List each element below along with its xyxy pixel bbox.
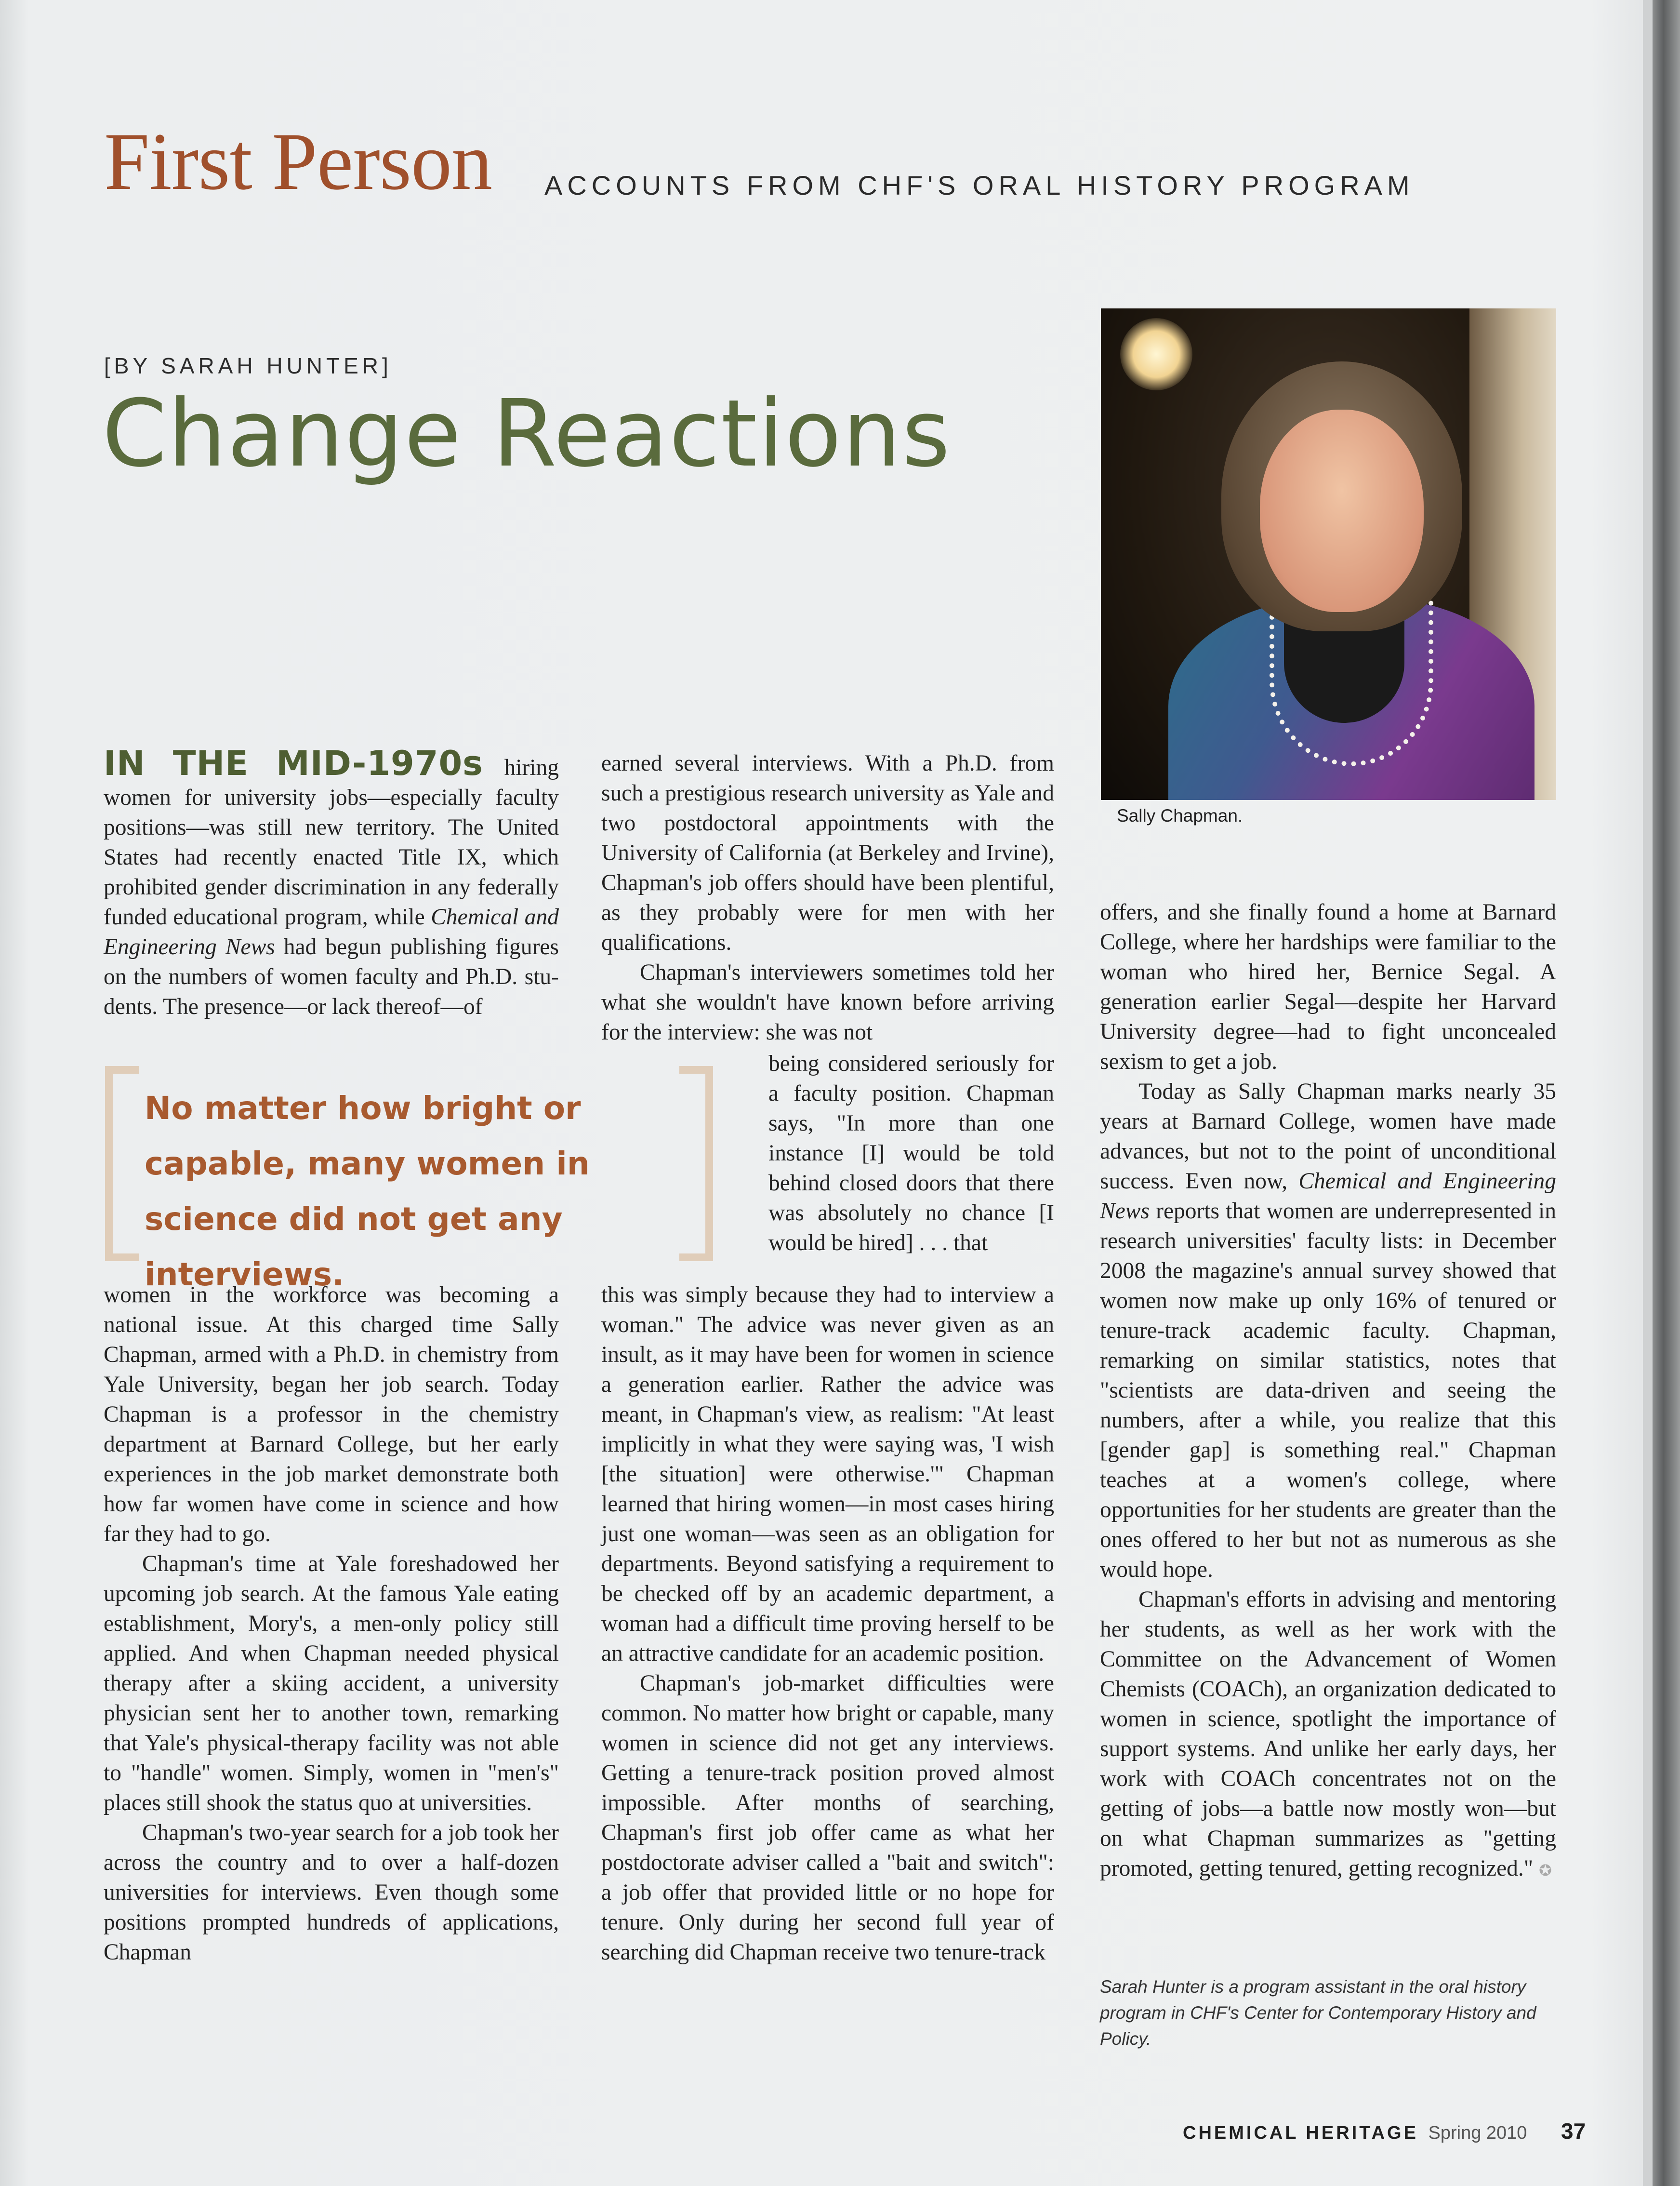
- column-2-top: [601, 748, 1054, 1047]
- bracket-left: [105, 1066, 139, 1261]
- page-number: 37: [1561, 2119, 1586, 2144]
- pull-quote-text: No matter how bright or capable, many women in science did not get any interviews.: [145, 1090, 590, 1293]
- text-run: reports that women are underrepresented in research universities' faculty lists: in December 2008 the magazine's annual survey showed that women now make up only 16% of tenured or tenure-track academic faculty. Chapman, remarking on similar statistics, notes that "scientists are data-driven and seeing the numbers, after a while, you realize that this [gender gap] is something real." Chapman teaches at a women's college, where opportunities for her students are greater than the ones offered to her but not as numerous as she would hope.: [1100, 1199, 1556, 1582]
- page-binding-edge: [1653, 0, 1680, 2186]
- paragraph: Chapman's time at Yale foreshadowed her upcoming job search. At the famous Yale eating establishment, Mory's, a men-only policy still applied. And when Chapman needed physical therapy after a skiing accident, a university physician sent her to another town, remarking that Yale's physical-therapy facility was not able to "handle" women. Simply, women in "men's" places still shook the status quo at universities.: [104, 1551, 559, 1815]
- paragraph: [1100, 1077, 1556, 1585]
- paragraph: Chapman's two-year search for a job took her across the country and to over a half-dozen universities for interviews. Even though some positions prompted hundreds of applications, Chapman: [104, 1820, 559, 1965]
- lede-caps: IN THE MID-1970s: [104, 744, 483, 783]
- byline: [BY SARAH HUNTER]: [104, 353, 392, 378]
- page-footer: [1183, 2118, 1586, 2144]
- text-run: Today as Sally Chapman marks nearly 35 years at Barnard College, women have made advances, but not to the point of unconditional success. Even now,: [1100, 1079, 1556, 1194]
- paragraph: offers, and she finally found a home at Barnard College, where her hardships were familiar to the woman who hired her, Bernice Segal. A generation earlier Segal—despite her Harvard University degree—had to fight unconcealed sexism to get a job.: [1100, 900, 1556, 1074]
- paragraph: being considered seriously for a faculty position. Chapman says, "In more than one instance [I] would be told behind closed doors that there was absolutely no chance [I would be hired] . . . that: [768, 1051, 1054, 1255]
- text-run: had begun publishing figures on the numbers of women faculty and Ph.D. students. The presence—or lack thereof—of: [104, 934, 559, 1019]
- paragraph: this was simply because they had to interview a woman." The advice was never given as an insult, as it may have been for women in science a generation earlier. Rather the advice was meant, in Chapman's view, as realism: "At least implicitly in what they were saying was, 'I wish [the situation] were otherwise.'" Chapman learned that hiring women—in most cases hiring just one woman—was seen as an obligation for departments. Beyond satisfying a requirement to be checked off by an academic department, a woman had a difficult time proving herself to be an attractive candidate for an academic position.: [601, 1282, 1054, 1666]
- paragraph: [1100, 1585, 1556, 1885]
- end-mark-icon: ✪: [1539, 1862, 1552, 1879]
- paragraph: [104, 744, 559, 1022]
- lamp-light: [1120, 318, 1192, 390]
- publication-name: Chemical and Engineering News: [1100, 1169, 1556, 1224]
- publication-name: Chemical and Engineering News: [104, 905, 559, 960]
- column-1-top: [104, 744, 559, 1022]
- author-bio: Sarah Hunter is a program assistant in the oral history program in CHF's Center for Contemporary History and Policy.: [1100, 1977, 1536, 2049]
- section-title: First Person: [104, 116, 492, 207]
- column-2-narrow: [768, 1049, 1054, 1258]
- issue-date: Spring 2010: [1428, 2123, 1527, 2143]
- column-1-bottom: [104, 1280, 559, 1967]
- section-subtitle: ACCOUNTS FROM CHF'S ORAL HISTORY PROGRAM: [544, 170, 1415, 200]
- paragraph: women in the workforce was becoming a national issue. At this charged time Sally Chapman, armed with a Ph.D. in chemistry from Yale University, began her job search. Today Chapman is a professor in the chemistry department at Barnard College, but her early experiences in the job market demonstrate both how far women have come in science and how far they had to go.: [104, 1282, 559, 1546]
- text-run: Chapman's efforts in advising and mentoring her students, as well as her work with the Committee on the Advancement of Women Chemists (COACh), an organization dedicated to women in science, spotlight the importance of support systems. And unlike her early days, her work with COACh concentrates not on the getting of jobs—a battle now mostly won—but on what Chapman summarizes as "getting promoted, getting tenured, getting recognized.": [1100, 1587, 1556, 1881]
- paragraph: Chapman's interviewers sometimes told her what she wouldn't have known before arriving for the interview: she was not: [601, 960, 1054, 1045]
- headline: Change Reactions: [102, 380, 952, 488]
- portrait-face: [1260, 410, 1424, 612]
- paragraph: earned several interviews. With a Ph.D. from such a prestigious research university as Yale and two postdoctoral appointments with the University of California (at Berkeley and Irvine), Chapman's job offers should have been plentiful, as they probably were for men with her qualifications.: [601, 751, 1054, 955]
- pull-quote: [105, 1066, 713, 1293]
- magazine-name: CHEMICAL HERITAGE: [1183, 2123, 1418, 2143]
- page-edge-highlight: [1643, 0, 1653, 2186]
- text-run: hiring women for university jobs—especially faculty positions—was still new territory. The United States had recently enacted Title IX, which prohibited gender discrimination in any federally funded educational program, while: [104, 755, 559, 930]
- column-3: [1100, 897, 1556, 1885]
- portrait-photo: [1101, 308, 1556, 800]
- photo-caption: Sally Chapman.: [1117, 806, 1243, 826]
- paragraph: Chapman's job-market difficulties were common. No matter how bright or capable, many women in science did not get any interviews. Getting a tenure-track position proved almost impossible. After months of searching, Chapman's first job offer came as what her postdoctorate adviser called a "bait and switch": a job offer that provided little or no hope for tenure. Only during her second full year of searching did Chapman receive two tenure-track: [601, 1671, 1054, 1965]
- column-2-bottom: [601, 1280, 1054, 1967]
